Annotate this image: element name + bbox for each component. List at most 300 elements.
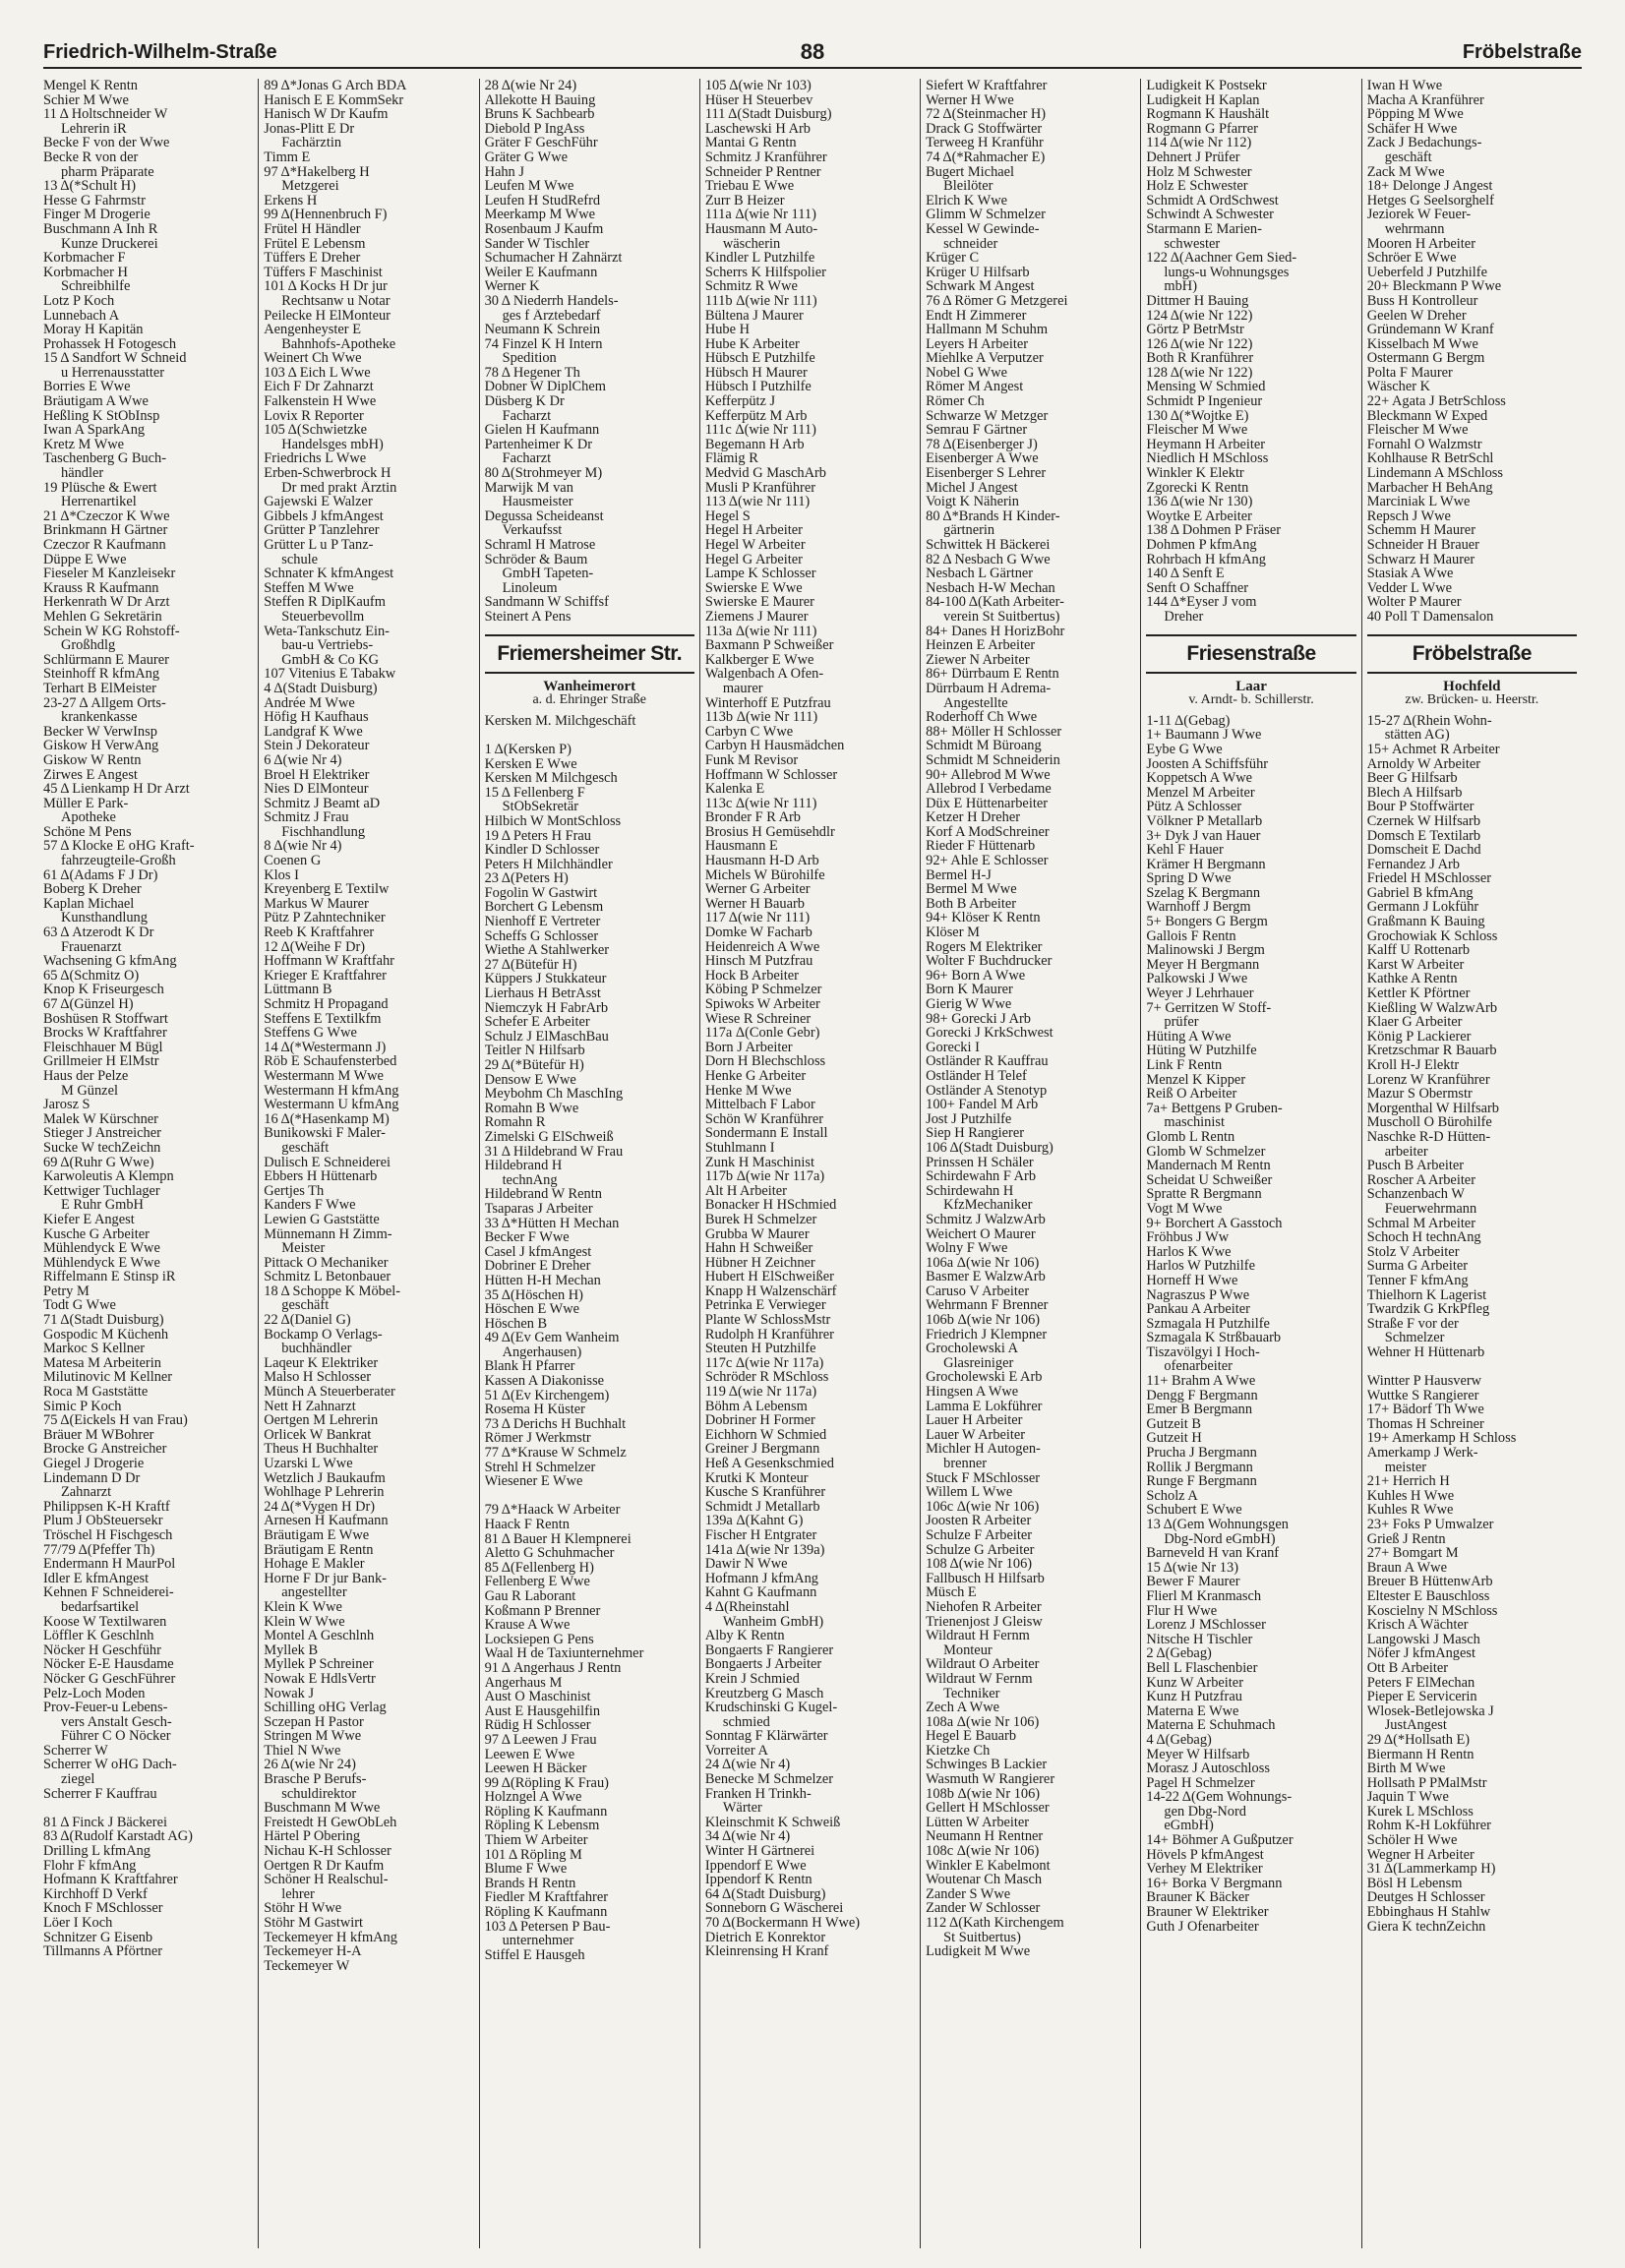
entry-line: Stöhr M Gastwirt bbox=[264, 1916, 364, 1931]
entry-line: 101 Δ Röpling M bbox=[484, 1847, 582, 1863]
entry-line: Spedition bbox=[502, 351, 557, 366]
entry-line: Straße F vor der bbox=[1366, 1316, 1459, 1332]
entry-line: Malek W Kürschner bbox=[43, 1111, 158, 1127]
entry-line: 130 Δ(*Wojtke E) bbox=[1146, 408, 1249, 424]
entry-line: Fiedler M Kraftfahrer bbox=[484, 1890, 609, 1906]
entry-line: Friedrich J Klempner bbox=[926, 1327, 1048, 1343]
entry-line: 11 Δ Holtschneider W bbox=[43, 107, 168, 122]
entry-line: 105 Δ(Schwietzke bbox=[264, 423, 368, 438]
entry-line: Dittmer H Bauing bbox=[1146, 293, 1249, 309]
entry-line: Kunz H Putzfrau bbox=[1146, 1690, 1242, 1704]
header-right-street: Fröbelstraße bbox=[1462, 41, 1582, 63]
entry-line: Bell L Flaschenbier bbox=[1146, 1660, 1258, 1676]
entry-line: Rieder F Hüttenarb bbox=[926, 839, 1036, 855]
entry-line: Mehlen G Sekretärin bbox=[43, 609, 162, 625]
entry-line: Allekotte H Bauing bbox=[484, 92, 596, 108]
entry-line: 106 Δ(Stadt Duisburg) bbox=[926, 1140, 1053, 1156]
entry-line: Aletto G Schuhmacher bbox=[484, 1546, 615, 1561]
entry-line: Drilling L kfmAng bbox=[43, 1844, 150, 1859]
entry-line: Becke R von der bbox=[43, 149, 139, 165]
entry-line: Spratte R Bergmann bbox=[1146, 1187, 1262, 1202]
entry-line: Schein W KG Rohstoff- bbox=[43, 624, 180, 639]
entry-line: Kersken E Wwe bbox=[484, 756, 577, 772]
entry-line: Hilbich W MontSchloss bbox=[484, 813, 622, 829]
entry-line: Carbyn H Hausmädchen bbox=[704, 739, 845, 753]
entry-line: Kusche G Arbeiter bbox=[43, 1226, 150, 1242]
entry-line: Apotheke bbox=[61, 810, 116, 825]
entry-line: Bunikowski F Maler- bbox=[264, 1126, 386, 1141]
entry-line: 40 Poll T Damensalon bbox=[1366, 609, 1494, 625]
entry-line: Schulz J ElMaschBau bbox=[484, 1029, 609, 1044]
entry-line: 18+ Delonge J Angest bbox=[1366, 179, 1493, 194]
entry-line bbox=[485, 728, 694, 743]
entry-line: Steffen M Wwe bbox=[264, 580, 354, 596]
entry-line: Lauer W Arbeiter bbox=[926, 1427, 1026, 1443]
entry-line: Roscher A Arbeiter bbox=[1366, 1172, 1475, 1188]
entry-line: Haack F Rentn bbox=[484, 1518, 570, 1532]
entry-line: Grillmeier H ElMstr bbox=[43, 1054, 159, 1069]
entry-line: Lorenz J MSchlosser bbox=[1146, 1618, 1266, 1633]
entry-line: Pütz P Zahntechniker bbox=[264, 911, 386, 926]
entry-line: geschäft bbox=[1384, 149, 1432, 165]
entry-line: 15 Δ Fellenberg F bbox=[484, 785, 585, 801]
entry-line: Holz M Schwester bbox=[1146, 164, 1252, 180]
entry-line: Domsch E Textilarb bbox=[1366, 828, 1481, 844]
entry-line: Hüser H Steuerbev bbox=[704, 92, 813, 108]
entry-line: Hegel H Arbeiter bbox=[704, 523, 803, 538]
entry-line: Malso H Schlosser bbox=[264, 1370, 372, 1386]
entry-line: Schmidt J Metallarb bbox=[704, 1499, 820, 1515]
entry-line: wäscherin bbox=[722, 236, 781, 252]
entry-line: Schmidt M Büroang bbox=[926, 739, 1042, 753]
entry-line: Ippendorf E Wwe bbox=[704, 1858, 807, 1874]
entry-line: Wegner H Arbeiter bbox=[1366, 1847, 1475, 1863]
entry-line: bau-u Vertriebs- bbox=[281, 638, 374, 653]
entry-line: 77/79 Δ(Pfeffer Th) bbox=[43, 1542, 155, 1558]
entry-line: Kindler D Schlosser bbox=[484, 843, 600, 858]
entry-line: Kanders F Wwe bbox=[264, 1198, 356, 1213]
entry-line: lungs-u Wohnungsges bbox=[1164, 265, 1290, 280]
entry-line: Bräutigam A Wwe bbox=[43, 394, 149, 409]
entry-line: Zack M Wwe bbox=[1366, 164, 1445, 180]
entry-line: Krudschinski G Kugel- bbox=[704, 1701, 838, 1715]
entry-line: Hausmann H-D Arb bbox=[704, 854, 819, 868]
entry-line: 15 Δ Sandfort W Schneid bbox=[43, 351, 187, 366]
entry-line: Schemm H Maurer bbox=[1366, 523, 1475, 538]
entry-line: Eichhorn W Schmied bbox=[704, 1427, 827, 1443]
entry-line: 86+ Dürrbaum E Rentn bbox=[926, 667, 1059, 682]
entry-line: Reiß O Arbeiter bbox=[1146, 1087, 1237, 1102]
entry-line: Hübsch E Putzhilfe bbox=[704, 351, 815, 366]
entry-line: Neumann K Schrein bbox=[484, 323, 601, 337]
entry-line: Görtz P BetrMstr bbox=[1146, 323, 1244, 337]
entry-line: Jonas-Plitt E Dr bbox=[264, 121, 355, 137]
entry-line: Lierhaus H BetrAsst bbox=[484, 986, 601, 1001]
entry-line: Hegel S bbox=[704, 508, 751, 524]
entry-line: 90+ Allebrod M Wwe bbox=[926, 767, 1051, 783]
entry-line: Wildraut H Fernm bbox=[926, 1629, 1030, 1643]
entry-line: Feuerwehrmann bbox=[1384, 1201, 1477, 1217]
entry-line: ofenarbeiter bbox=[1164, 1359, 1233, 1375]
entry-line: Stein J Dekorateur bbox=[264, 739, 370, 753]
entry-line: Teckemeyer H-A bbox=[264, 1944, 362, 1959]
entry-line: Malinowski J Bergm bbox=[1146, 943, 1265, 958]
entry-line: 108b Δ(wie Nr 106) bbox=[926, 1786, 1041, 1802]
entry-line: Klaer G Arbeiter bbox=[1366, 1015, 1463, 1030]
entry-line: technAng bbox=[502, 1172, 558, 1188]
entry-line: Fogolin W Gastwirt bbox=[484, 885, 598, 901]
entry-line: Thiel N Wwe bbox=[264, 1743, 341, 1759]
entry-line: 14+ Böhmer A Gußputzer bbox=[1146, 1833, 1294, 1848]
entry-line: Sandmann W Schiffsf bbox=[484, 595, 609, 610]
entry-line: Nagraszus P Wwe bbox=[1146, 1287, 1250, 1303]
entry-line: Frütel E Lebensm bbox=[264, 236, 366, 252]
entry-line: Westermann U kfmAng bbox=[264, 1098, 399, 1112]
entry-line: 80 Δ(Strohmeyer M) bbox=[484, 466, 603, 481]
entry-line: Rüdig H Schlosser bbox=[484, 1718, 591, 1733]
entry-line: Domke W Facharb bbox=[704, 925, 812, 940]
entry-line: Steinert A Pens bbox=[484, 609, 572, 625]
entry-line: Schöne M Pens bbox=[43, 824, 132, 840]
entry-line: Grocholewski A bbox=[926, 1342, 1019, 1356]
entry-line: Bour P Stoffwärter bbox=[1366, 800, 1475, 814]
entry-line: JustAngest bbox=[1384, 1718, 1447, 1733]
entry-line: Bongaerts J Arbeiter bbox=[704, 1657, 822, 1672]
entry-line: Myllek B bbox=[264, 1642, 319, 1658]
entry-line: Gräter G Wwe bbox=[484, 149, 569, 165]
column-6 bbox=[1140, 79, 1360, 2248]
entry-line: Kalkberger E Wwe bbox=[704, 652, 814, 668]
entry-line: Kuhles H Wwe bbox=[1366, 1488, 1455, 1504]
entry-line: Zack J Bedachungs- bbox=[1366, 136, 1482, 150]
entry-line: Becker F Wwe bbox=[484, 1230, 570, 1245]
entry-line: Frütel H Händler bbox=[264, 221, 361, 237]
entry-line: Bleilöter bbox=[943, 179, 993, 194]
entry-line: 9+ Borchert A Gasstoch bbox=[1146, 1216, 1283, 1231]
entry-line: Aust O Maschinist bbox=[484, 1690, 591, 1704]
entry-line: 49 Δ(Ev Gem Wanheim bbox=[484, 1331, 620, 1345]
entry-line: Ludigkeit M Wwe bbox=[926, 1944, 1031, 1959]
entry-line: Eisenberger S Lehrer bbox=[926, 466, 1047, 481]
entry-line: 63 Δ Atzerodt K Dr bbox=[43, 925, 154, 940]
entry-line: Stieger J Anstreicher bbox=[43, 1126, 161, 1141]
entry-line: Müller E Park- bbox=[43, 796, 129, 811]
entry-line: Weichert O Maurer bbox=[926, 1226, 1036, 1242]
entry-line: Polta F Maurer bbox=[1366, 365, 1453, 381]
entry-line: Marbacher H BehAng bbox=[1366, 480, 1493, 496]
entry-line: Fleischer M Wwe bbox=[1146, 423, 1248, 438]
entry-line: Dawir N Wwe bbox=[704, 1557, 788, 1572]
entry-line: StObSekretär bbox=[502, 800, 579, 814]
entry-line: Mensing W Schmied bbox=[1146, 380, 1266, 395]
entry-line: Grochowiak K Schloss bbox=[1366, 928, 1498, 944]
entry-line: Angerhaus M bbox=[484, 1675, 563, 1691]
entry-line: Schmelzer bbox=[1384, 1331, 1445, 1345]
entry-line: Endermann H MaurPol bbox=[43, 1557, 176, 1572]
entry-line: Jeziorek W Feuer- bbox=[1366, 208, 1472, 222]
entry-line: E Ruhr GmbH bbox=[61, 1198, 144, 1213]
entry-line: Strehl H Schmelzer bbox=[484, 1460, 596, 1475]
entry-line: Zurr B Heizer bbox=[704, 193, 785, 209]
entry-line: Friedel H MSchlosser bbox=[1366, 871, 1491, 886]
entry-line: 16+ Borka V Bergmann bbox=[1146, 1876, 1283, 1891]
entry-line: Bruns K Sachbearb bbox=[484, 107, 595, 122]
column-5 bbox=[920, 79, 1140, 2248]
entry-line: Buschmann A Inh R bbox=[43, 221, 158, 237]
entry-line: Starmann E Marien- bbox=[1146, 221, 1262, 237]
entry-line: 34 Δ(wie Nr 4) bbox=[704, 1829, 791, 1845]
entry-line: Greiner J Bergmann bbox=[704, 1442, 820, 1457]
entry-line: Petry M bbox=[43, 1283, 90, 1299]
entry-line: Angestellte bbox=[943, 695, 1008, 711]
entry-line: Schröder R MSchloss bbox=[704, 1370, 829, 1386]
page-header bbox=[43, 39, 1582, 69]
entry-line: Caruso V Arbeiter bbox=[926, 1283, 1030, 1299]
entry-line: Hausmeister bbox=[502, 495, 573, 509]
entry-line: Vogt M Wwe bbox=[1146, 1201, 1223, 1217]
entry-line: Heymann H Arbeiter bbox=[1146, 437, 1266, 452]
entry-line: Steinhoff R kfmAng bbox=[43, 667, 160, 682]
entry-line: Koppetsch A Wwe bbox=[1146, 771, 1253, 786]
entry-line: 24 Δ(*Vygen H Dr) bbox=[264, 1499, 376, 1515]
entry-line: Kehl F Hauer bbox=[1146, 843, 1224, 858]
entry-line: Werner H Bauarb bbox=[704, 896, 805, 912]
entry-line: wehrmann bbox=[1384, 221, 1445, 237]
entry-line: Hegel W Arbeiter bbox=[704, 538, 806, 553]
entry-line: Laqeur K Elektriker bbox=[264, 1355, 379, 1371]
entry-line: KfzMechaniker bbox=[943, 1198, 1033, 1213]
entry-line: Dohmen P kfmAng bbox=[1146, 538, 1257, 553]
entry-line: Boberg K Dreher bbox=[43, 882, 142, 897]
entry-line: Dehnert J Prüfer bbox=[1146, 149, 1240, 165]
entry-line: Verkaufsst bbox=[502, 523, 563, 538]
entry-line: Heidenreich A Wwe bbox=[704, 939, 820, 955]
entry-line: Scherrs K Hilfspolier bbox=[704, 265, 826, 280]
entry-line: mbH) bbox=[1164, 279, 1197, 294]
entry-line: Basmer E WalzwArb bbox=[926, 1270, 1046, 1284]
entry-line: Wiese R Schreiner bbox=[704, 1011, 812, 1027]
entry-line: Ebbinghaus H Stahlw bbox=[1366, 1905, 1491, 1920]
entry-line: Koscielny N MSchloss bbox=[1366, 1603, 1498, 1619]
entry-line: Hube H bbox=[704, 323, 751, 337]
entry-line: Bronder F R Arb bbox=[704, 810, 801, 825]
entry-line: Krauss R Kaufmann bbox=[43, 580, 159, 596]
entry-line: Kreutzberg G Masch bbox=[704, 1686, 824, 1701]
entry-line: Gielen H Kaufmann bbox=[484, 423, 600, 438]
entry-line: Todt G Wwe bbox=[43, 1298, 116, 1314]
entry-line: Gutzeit H bbox=[1146, 1431, 1202, 1447]
entry-line: Voigt K Näherin bbox=[926, 495, 1019, 509]
entry-line: 96+ Born A Wwe bbox=[926, 968, 1026, 984]
entry-line: Lehrerin iR bbox=[61, 121, 127, 137]
entry-line: Giskow W Rentn bbox=[43, 752, 142, 768]
entry-line: Twardzik G KrkPfleg bbox=[1366, 1302, 1490, 1317]
entry-line: Zander W Schlosser bbox=[926, 1901, 1041, 1916]
entry-line: schule bbox=[281, 552, 319, 567]
entry-line: Uzarski L Wwe bbox=[264, 1457, 353, 1471]
entry-line: Borries E Wwe bbox=[43, 380, 131, 395]
entry-line: Glasreiniger bbox=[943, 1355, 1014, 1371]
entry-line: Kurek L MSchloss bbox=[1366, 1804, 1474, 1820]
entry-line: Erkens H bbox=[264, 193, 318, 209]
entry-line: Werner G Arbeiter bbox=[704, 882, 811, 897]
entry-line: Zimelski G ElSchweiß bbox=[484, 1129, 614, 1145]
entry-line bbox=[485, 1489, 694, 1504]
entry-line: Stöhr H Wwe bbox=[264, 1901, 342, 1916]
entry-line: 98+ Gorecki J Arb bbox=[926, 1011, 1031, 1027]
entry-line: Hofmann J kfmAng bbox=[704, 1571, 818, 1586]
entry-line: Neumann H Rentner bbox=[926, 1829, 1044, 1845]
entry-line: Schubert E Wwe bbox=[1146, 1503, 1242, 1518]
entry-line: 81 Δ Bauer H Klempnerei bbox=[484, 1531, 632, 1547]
entry-line: Nöcker E-E Hausdame bbox=[43, 1657, 174, 1672]
entry-line: Werner K bbox=[484, 279, 540, 294]
entry-line: Simic P Koch bbox=[43, 1399, 122, 1414]
entry-line: Amerkamp J Werk- bbox=[1366, 1446, 1478, 1461]
entry-line: Brocke G Anstreicher bbox=[43, 1442, 167, 1457]
entry-line: Stuhlmann I bbox=[704, 1140, 775, 1156]
entry-line: Kleinrensing H Kranf bbox=[704, 1944, 829, 1959]
entry-line: Bermel M Wwe bbox=[926, 882, 1017, 897]
entry-line: Heinzen E Arbeiter bbox=[926, 638, 1036, 653]
entry-line: Glimm W Schmelzer bbox=[926, 208, 1046, 222]
entry-line: Bahnhofs-Apotheke bbox=[281, 336, 396, 352]
entry-line: Idler E kfmAngest bbox=[43, 1571, 150, 1586]
entry-line: 12 Δ(Weihe F Dr) bbox=[264, 939, 366, 955]
entry-line: 99 Δ(Hennenbruch F) bbox=[264, 208, 388, 222]
entry-line: Schmidt M Schneiderin bbox=[926, 752, 1060, 768]
entry-line: Gabriel B kfmAng bbox=[1366, 885, 1474, 901]
entry-line: 4 Δ(Rheinstahl bbox=[704, 1599, 790, 1615]
entry-line: Hegel E Bauarb bbox=[926, 1729, 1017, 1744]
entry-line: 75 Δ(Eickels H van Frau) bbox=[43, 1413, 188, 1428]
entry-line: Blech A Hilfsarb bbox=[1366, 785, 1463, 801]
entry-line: Hahn J bbox=[484, 164, 524, 180]
entry-line: Meyer H Bergmann bbox=[1146, 957, 1260, 973]
entry-line: 97 Δ Leewen J Frau bbox=[484, 1732, 597, 1748]
entry-line: 69 Δ(Ruhr G Wwe) bbox=[43, 1155, 154, 1170]
entry-line: Kunsthandlung bbox=[61, 911, 148, 926]
entry-line: Markus W Maurer bbox=[264, 896, 369, 912]
entry-line: Schwarz H Maurer bbox=[1366, 552, 1475, 567]
entry-line: 16 Δ(*Hasenkamp M) bbox=[264, 1111, 390, 1127]
entry-line: Kessel W Gewinde- bbox=[926, 221, 1040, 237]
entry-line: Lindemann A MSchloss bbox=[1366, 466, 1503, 481]
entry-line: 57 Δ Klocke E oHG Kraft- bbox=[43, 839, 195, 855]
entry-line: u Herrenausstatter bbox=[61, 365, 165, 381]
entry-line: Woytke E Arbeiter bbox=[1146, 508, 1252, 524]
entry-line: Beer G Hilfsarb bbox=[1366, 771, 1458, 786]
entry-line: Romahn R bbox=[484, 1115, 546, 1130]
entry-line: Kefferpütz J bbox=[704, 394, 776, 409]
entry-line: Niedlich H MSchloss bbox=[1146, 451, 1269, 467]
entry-line: Böhm A Lebensm bbox=[704, 1399, 808, 1414]
entry-line: 26 Δ(wie Nr 24) bbox=[264, 1758, 356, 1773]
entry-line: Schmal M Arbeiter bbox=[1366, 1216, 1475, 1231]
entry-line: 21 Δ*Czeczor K Wwe bbox=[43, 508, 170, 524]
entry-line: eGmbH) bbox=[1164, 1819, 1214, 1834]
entry-line: Mandernach M Rentn bbox=[1146, 1159, 1271, 1173]
entry-line: Matesa M Arbeiterin bbox=[43, 1355, 161, 1371]
entry-line: 103 Δ Eich L Wwe bbox=[264, 365, 371, 381]
entry-line: Thielhorn K Lagerist bbox=[1366, 1287, 1487, 1303]
entry-line: 15 Δ(wie Nr 13) bbox=[1146, 1560, 1238, 1576]
entry-line: Leewen E Wwe bbox=[484, 1747, 575, 1762]
entry-line: Flohr F kfmAng bbox=[43, 1858, 137, 1874]
entry-line: Henke M Wwe bbox=[704, 1083, 792, 1099]
entry-line: Pütz A Schlosser bbox=[1146, 800, 1242, 814]
entry-line: brenner bbox=[943, 1457, 988, 1471]
entry-line: Mühlendyck E Wwe bbox=[43, 1241, 160, 1256]
entry-line: Kettler K Pförtner bbox=[1366, 986, 1471, 1001]
entry-line: 27+ Bomgart M bbox=[1366, 1546, 1459, 1561]
entry-line: Hanisch W Dr Kaufm bbox=[264, 107, 389, 122]
entry-line: Nowak J bbox=[264, 1686, 315, 1701]
entry-line: Knop K Friseurgesch bbox=[43, 983, 164, 997]
entry-line: Allebrod I Verbedame bbox=[926, 782, 1052, 797]
entry-line: Harlos W Putzhilfe bbox=[1146, 1259, 1255, 1274]
entry-line: Both B Arbeiter bbox=[926, 896, 1017, 912]
entry-line: Schwittek H Bäckerei bbox=[926, 538, 1051, 553]
entry-line: 126 Δ(wie Nr 122) bbox=[1146, 336, 1253, 352]
entry-line: Rogmann G Pfarrer bbox=[1146, 121, 1258, 137]
entry-line: Kunze Druckerei bbox=[61, 236, 158, 252]
entry-line: Warnhoff J Bergm bbox=[1146, 900, 1251, 916]
entry-line: Materna E Schuhmach bbox=[1146, 1718, 1276, 1733]
entry-line: gärtnerin bbox=[943, 523, 995, 538]
entry-line: 144 Δ*Eyser J vom bbox=[1146, 595, 1257, 610]
entry-line: geschäft bbox=[281, 1140, 330, 1156]
entry-line: Leufen H StudRefrd bbox=[484, 193, 601, 209]
entry-line: Montel A Geschlnh bbox=[264, 1629, 375, 1643]
entry-line: Arnoldy W Arbeiter bbox=[1366, 756, 1481, 772]
entry-line: Kehnen F Schneiderei- bbox=[43, 1585, 174, 1600]
entry-line: Theus H Buchhalter bbox=[264, 1442, 379, 1457]
entry-line: Glomb W Schmelzer bbox=[1146, 1144, 1266, 1160]
entry-line: Hausmann E bbox=[704, 839, 778, 855]
entry-line: Schön W Kranführer bbox=[704, 1111, 823, 1127]
entry-line: 22 Δ(Daniel G) bbox=[264, 1313, 351, 1328]
entry-line: 124 Δ(wie Nr 122) bbox=[1146, 308, 1253, 324]
entry-line: Leewen H Bäcker bbox=[484, 1761, 587, 1776]
entry-line: Miehlke A Verputzer bbox=[926, 351, 1044, 366]
entry-line: Oertgen R Dr Kaufm bbox=[264, 1858, 385, 1874]
entry-line: Ludigkeit K Postsekr bbox=[1146, 79, 1267, 93]
entry-line: Kuhles R Wwe bbox=[1366, 1503, 1454, 1518]
entry-line: Leufen M Wwe bbox=[484, 179, 574, 194]
entry-line: Fleischhauer M Bügl bbox=[43, 1040, 163, 1055]
entry-line: 14-22 Δ(Gem Wohnungs- bbox=[1146, 1790, 1293, 1805]
entry-line: Wachsening G kfmAng bbox=[43, 954, 177, 969]
entry-line: Kersken M Milchgesch bbox=[484, 771, 618, 786]
entry-line: Fieseler M Kanzleisekr bbox=[43, 567, 176, 581]
entry-line: Hegel G Arbeiter bbox=[704, 552, 803, 567]
entry-line: 141a Δ(wie Nr 139a) bbox=[704, 1542, 825, 1558]
entry-line: 27 Δ(Bütefür H) bbox=[484, 957, 577, 973]
entry-line: Schumacher H Zahnärzt bbox=[484, 251, 623, 266]
entry-line: 92+ Ahle E Schlosser bbox=[926, 854, 1049, 868]
street-district: Wanheimerort bbox=[543, 678, 636, 694]
entry-line: Hock B Arbeiter bbox=[704, 968, 799, 984]
entry-line: Krisch A Wächter bbox=[1366, 1618, 1469, 1633]
entry-line: Waal H de Taxiunternehmer bbox=[484, 1646, 644, 1661]
entry-line: Fischer H Entgrater bbox=[704, 1527, 817, 1543]
entry-line: Eybe G Wwe bbox=[1146, 742, 1223, 757]
entry-line: Rogmann K Haushält bbox=[1146, 107, 1270, 122]
entry-line: Giskow H VerwAng bbox=[43, 739, 159, 753]
entry-line: Schöler H Wwe bbox=[1366, 1833, 1458, 1848]
entry-line: maschinist bbox=[1164, 1115, 1225, 1130]
